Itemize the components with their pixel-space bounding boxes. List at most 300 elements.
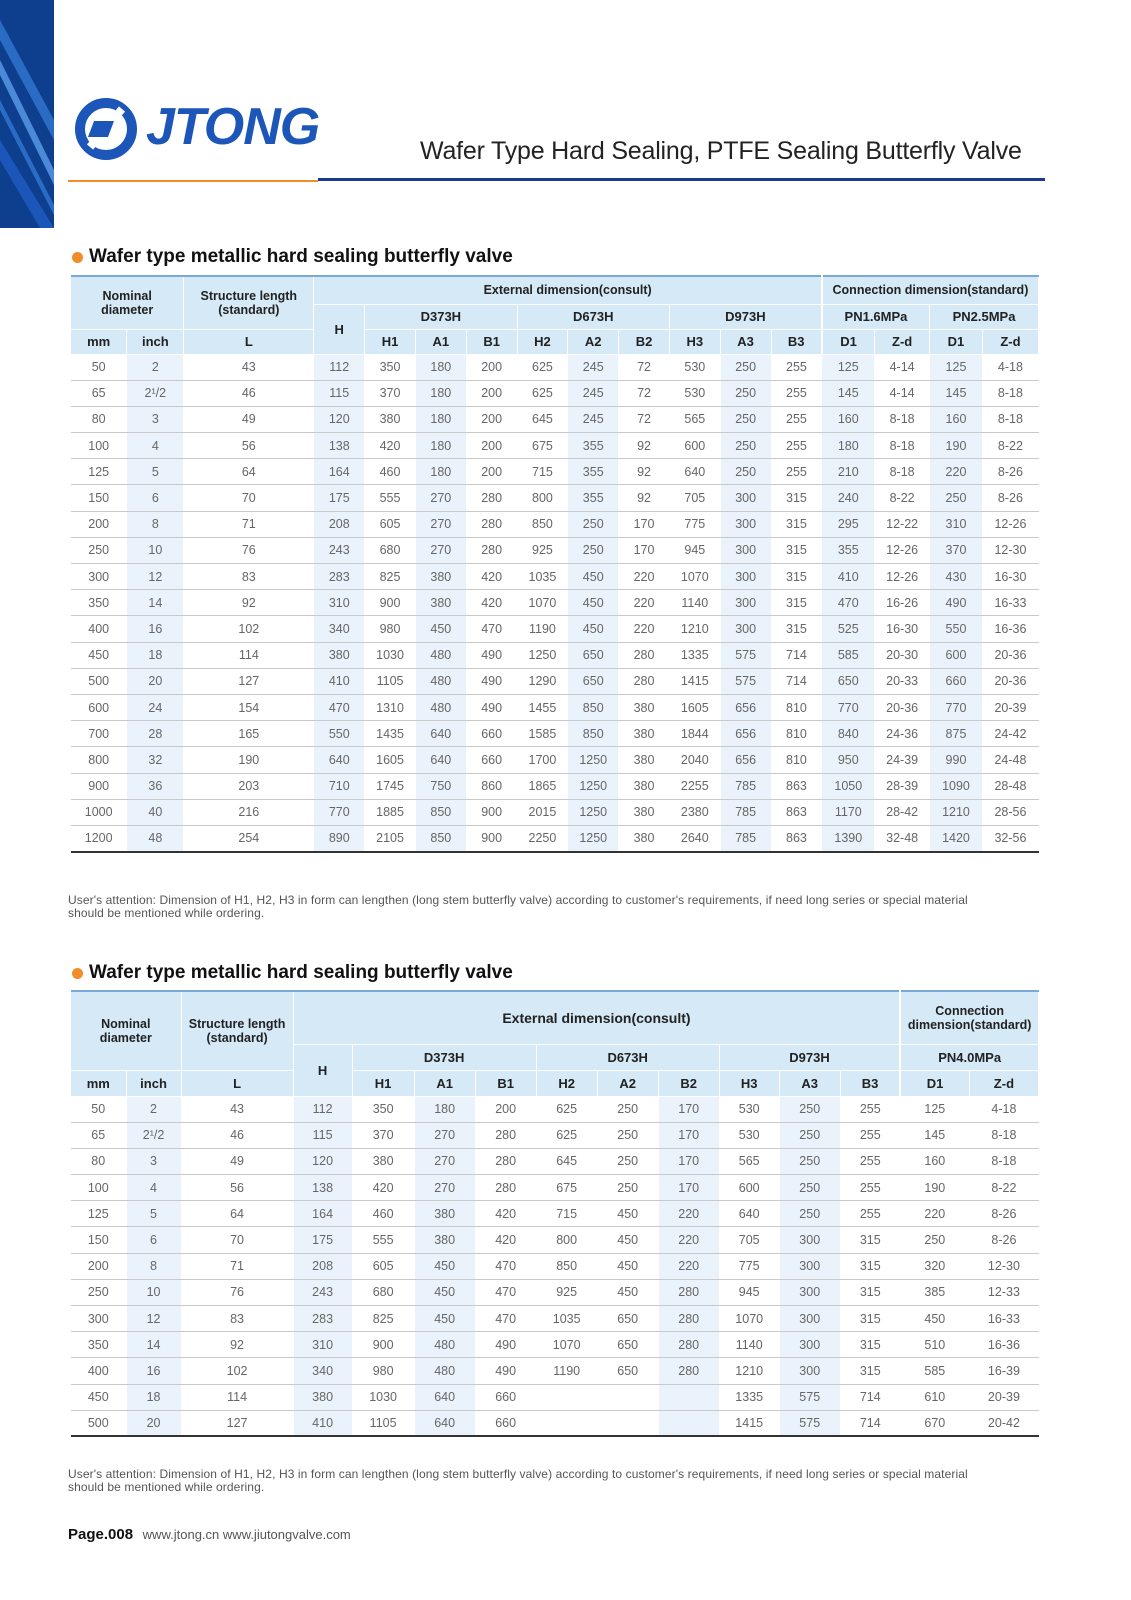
table-row	[71, 380, 1039, 406]
table-cell: 850	[415, 799, 466, 825]
table-cell: 565	[669, 406, 720, 432]
table-cell: 890	[314, 825, 365, 851]
table-cell: 250	[720, 380, 771, 406]
table-cell: 65	[71, 380, 127, 406]
table-cell: 180	[415, 354, 466, 380]
table-cell: 1200	[71, 825, 127, 851]
table-cell: 900	[71, 773, 127, 799]
table-cell: 8-18	[875, 433, 930, 459]
table-cell: 170	[658, 1175, 719, 1201]
table-cell: 2015	[517, 799, 568, 825]
table-cell: 1105	[352, 1410, 414, 1436]
header-b2: B2	[619, 329, 670, 354]
table-body	[71, 354, 1039, 852]
table-cell: 945	[719, 1279, 779, 1305]
table-cell: 3	[127, 406, 184, 432]
table-cell: 72	[619, 406, 670, 432]
table-cell: 650	[568, 642, 619, 668]
header-b1: B1	[475, 1070, 536, 1096]
table-cell: 255	[771, 433, 822, 459]
table-cell: 8-18	[875, 406, 930, 432]
table-cell: 8-18	[969, 1148, 1038, 1174]
header-d373h: D373H	[352, 1044, 536, 1070]
table-cell: 1250	[568, 825, 619, 851]
table-cell: 660	[466, 721, 517, 747]
table-cell: 180	[415, 459, 466, 485]
table-cell: 220	[658, 1227, 719, 1253]
table-cell: 8-18	[982, 406, 1038, 432]
table-row	[71, 1201, 1039, 1227]
header-h2: H2	[536, 1070, 597, 1096]
table-cell: 430	[930, 564, 983, 590]
header-a3: A3	[779, 1070, 840, 1096]
table-cell: 145	[822, 380, 875, 406]
table-cell: 565	[719, 1148, 779, 1174]
table-cell: 190	[930, 433, 983, 459]
table-cell: 170	[619, 511, 670, 537]
section2-title	[72, 962, 513, 984]
table-cell: 160	[900, 1148, 969, 1174]
table-cell: 340	[293, 1358, 352, 1384]
table-cell: 250	[597, 1148, 658, 1174]
table-cell: 840	[822, 721, 875, 747]
table-cell: 875	[930, 721, 983, 747]
table-row	[71, 1358, 1039, 1384]
table-cell: 340	[314, 616, 365, 642]
table-cell: 254	[184, 825, 314, 851]
table-cell: 470	[475, 1306, 536, 1332]
table-cell: 380	[314, 642, 365, 668]
table-cell: 145	[900, 1122, 969, 1148]
table-cell: 650	[597, 1358, 658, 1384]
table-cell: 4-18	[969, 1096, 1038, 1122]
table-cell: 12	[126, 1306, 181, 1332]
table-cell: 315	[771, 537, 822, 563]
table-cell: 1415	[719, 1410, 779, 1436]
table-cell: 450	[568, 590, 619, 616]
table-cell: 1035	[536, 1306, 597, 1332]
table-cell: 1335	[669, 642, 720, 668]
table-cell: 300	[779, 1306, 840, 1332]
table-cell: 14	[127, 590, 184, 616]
header-b2: B2	[658, 1070, 719, 1096]
table-cell: 1844	[669, 721, 720, 747]
table-row	[71, 799, 1039, 825]
table-cell: 12-26	[875, 537, 930, 563]
table-cell: 1090	[930, 773, 983, 799]
table-cell: 4-18	[982, 354, 1038, 380]
table-row	[71, 1148, 1039, 1174]
table-cell: 50	[71, 1096, 126, 1122]
table-cell: 490	[475, 1358, 536, 1384]
table-cell: 83	[184, 564, 314, 590]
table-cell: 92	[181, 1332, 293, 1358]
section1-title	[72, 246, 513, 268]
table-cell: 160	[822, 406, 875, 432]
table-cell: 300	[779, 1332, 840, 1358]
table-cell: 255	[771, 406, 822, 432]
table-cell: 83	[181, 1306, 293, 1332]
table-cell: 863	[771, 773, 822, 799]
table-row	[71, 459, 1039, 485]
table-cell: 315	[840, 1253, 900, 1279]
table-cell: 1070	[536, 1332, 597, 1358]
table-cell: 12-30	[982, 537, 1038, 563]
table-cell: 460	[352, 1201, 414, 1227]
table-cell: 530	[669, 354, 720, 380]
table-cell: 810	[771, 721, 822, 747]
table-cell: 24-39	[875, 747, 930, 773]
table-cell: 645	[536, 1148, 597, 1174]
table-cell: 20-30	[875, 642, 930, 668]
table-cell: 380	[414, 1227, 475, 1253]
table-cell: 154	[184, 694, 314, 720]
table-cell: 1000	[71, 799, 127, 825]
table-cell: 863	[771, 825, 822, 851]
table-row	[71, 825, 1039, 851]
table-cell: 6	[126, 1227, 181, 1253]
table-cell: 1290	[517, 668, 568, 694]
table-cell: 1865	[517, 773, 568, 799]
table-cell: 990	[930, 747, 983, 773]
table-cell: 245	[568, 406, 619, 432]
table-cell: 203	[184, 773, 314, 799]
table-cell: 1035	[517, 564, 568, 590]
table-cell	[536, 1410, 597, 1436]
table-cell: 470	[314, 694, 365, 720]
table-cell: 12-22	[875, 511, 930, 537]
header-d1: D1	[930, 329, 983, 354]
table-cell: 370	[930, 537, 983, 563]
table-row	[71, 1279, 1039, 1305]
table-cell: 280	[475, 1148, 536, 1174]
table-cell: 420	[466, 590, 517, 616]
table-cell: 480	[415, 668, 466, 694]
table-cell: 8-26	[969, 1201, 1038, 1227]
table-cell: 480	[414, 1332, 475, 1358]
table-cell: 216	[184, 799, 314, 825]
table-cell: 1585	[517, 721, 568, 747]
table-cell: 785	[720, 825, 771, 851]
table-cell: 650	[822, 668, 875, 694]
table-cell	[536, 1384, 597, 1410]
table-cell: 72	[619, 380, 670, 406]
table-cell: 4	[126, 1175, 181, 1201]
header-external: External dimension(consult)	[314, 276, 822, 304]
table-cell: 1190	[536, 1358, 597, 1384]
table-cell: 650	[568, 668, 619, 694]
table-cell: 770	[822, 694, 875, 720]
table-cell: 2	[127, 354, 184, 380]
header-divider-blue	[318, 178, 1045, 181]
table-row	[71, 616, 1039, 642]
header-pn25: PN2.5MPa	[930, 304, 1039, 329]
table-cell: 1420	[930, 825, 983, 851]
table-cell: 20-39	[982, 694, 1038, 720]
table-cell: 8-26	[969, 1227, 1038, 1253]
table-cell: 180	[822, 433, 875, 459]
table-cell: 250	[720, 459, 771, 485]
table-cell: 500	[71, 668, 127, 694]
table-cell: 180	[415, 406, 466, 432]
table-cell: 1310	[365, 694, 416, 720]
table-cell: 270	[414, 1122, 475, 1148]
bullet-icon	[72, 968, 83, 979]
header-h1: H1	[352, 1070, 414, 1096]
table-cell: 283	[293, 1306, 352, 1332]
table-cell: 300	[71, 564, 127, 590]
table-cell: 420	[475, 1201, 536, 1227]
table-cell: 280	[658, 1358, 719, 1384]
table-cell: 575	[720, 642, 771, 668]
table-cell: 410	[822, 564, 875, 590]
table-cell: 3	[126, 1148, 181, 1174]
table-cell: 714	[771, 642, 822, 668]
table-cell: 16	[126, 1358, 181, 1384]
table-cell: 810	[771, 747, 822, 773]
logo-icon	[70, 91, 142, 163]
header-h2: H2	[517, 329, 568, 354]
table-cell: 1745	[365, 773, 416, 799]
table-cell: 102	[184, 616, 314, 642]
table-cell: 2	[126, 1096, 181, 1122]
table-cell: 530	[719, 1122, 779, 1148]
table-cell: 470	[466, 616, 517, 642]
table-cell: 420	[475, 1227, 536, 1253]
table-cell: 20	[127, 668, 184, 694]
table-cell: 900	[466, 825, 517, 851]
table-cell: 850	[568, 721, 619, 747]
table-cell: 250	[597, 1122, 658, 1148]
table-cell: 850	[568, 694, 619, 720]
table-cell: 208	[314, 511, 365, 537]
table-cell: 670	[900, 1410, 969, 1436]
table-cell	[658, 1410, 719, 1436]
table-cell: 315	[840, 1306, 900, 1332]
table-cell: 280	[619, 668, 670, 694]
table-row	[71, 485, 1039, 511]
table-cell: 640	[719, 1201, 779, 1227]
table-cell: 1030	[365, 642, 416, 668]
table-cell: 1250	[568, 773, 619, 799]
table-cell: 980	[352, 1358, 414, 1384]
table-cell: 775	[719, 1253, 779, 1279]
table-cell: 138	[314, 433, 365, 459]
table-cell: 208	[293, 1253, 352, 1279]
table-cell: 350	[352, 1096, 414, 1122]
table-cell: 400	[71, 1358, 126, 1384]
table-cell: 255	[840, 1096, 900, 1122]
table-cell: 200	[466, 459, 517, 485]
table-cell: 250	[779, 1148, 840, 1174]
table-row	[71, 1096, 1039, 1122]
table-cell: 250	[779, 1096, 840, 1122]
header-h3: H3	[669, 329, 720, 354]
table-cell: 8-18	[969, 1122, 1038, 1148]
table-cell: 575	[720, 668, 771, 694]
table-cell: 8-18	[982, 380, 1038, 406]
header-d673h: D673H	[536, 1044, 719, 1070]
table-cell: 125	[900, 1096, 969, 1122]
table-cell: 5	[127, 459, 184, 485]
table-row	[71, 1332, 1039, 1358]
table-row	[71, 537, 1039, 563]
table-cell: 28-42	[875, 799, 930, 825]
table-cell: 490	[466, 668, 517, 694]
table-cell: 715	[517, 459, 568, 485]
table-cell: 16-36	[969, 1332, 1038, 1358]
table-cell: 640	[414, 1384, 475, 1410]
table-cell: 115	[293, 1122, 352, 1148]
table-cell: 200	[475, 1096, 536, 1122]
table-cell: 715	[536, 1201, 597, 1227]
table-cell: 243	[314, 537, 365, 563]
table-cell: 1030	[352, 1384, 414, 1410]
table-cell: 112	[293, 1096, 352, 1122]
spec-table-pn40	[71, 990, 1039, 1437]
table-cell: 410	[293, 1410, 352, 1436]
table-cell: 220	[930, 459, 983, 485]
table-cell: 250	[568, 537, 619, 563]
table-cell: 1435	[365, 721, 416, 747]
table-cell: 255	[840, 1122, 900, 1148]
table-cell: 250	[900, 1227, 969, 1253]
table-cell: 1210	[719, 1358, 779, 1384]
table-cell: 127	[181, 1410, 293, 1436]
table-cell: 243	[293, 1279, 352, 1305]
table-cell: 575	[779, 1410, 840, 1436]
table-cell: 4-14	[875, 380, 930, 406]
table-row	[71, 433, 1039, 459]
table-cell: 645	[517, 406, 568, 432]
table-cell: 72	[619, 354, 670, 380]
table-cell: 16-26	[875, 590, 930, 616]
header-h1: H1	[365, 329, 416, 354]
table-cell: 1700	[517, 747, 568, 773]
brand-name: JTONG	[146, 98, 320, 156]
table-cell: 32-56	[982, 825, 1038, 851]
table-cell: 714	[840, 1384, 900, 1410]
table-cell: 255	[771, 380, 822, 406]
table-cell: 480	[414, 1358, 475, 1384]
table-cell: 525	[822, 616, 875, 642]
table-cell: 283	[314, 564, 365, 590]
table-cell: 600	[669, 433, 720, 459]
table-cell: 175	[314, 485, 365, 511]
table-cell: 125	[822, 354, 875, 380]
table-cell	[597, 1384, 658, 1410]
table-cell: 490	[475, 1332, 536, 1358]
table-cell: 65	[71, 1122, 126, 1148]
table-cell: 114	[184, 642, 314, 668]
table-cell: 12-26	[982, 511, 1038, 537]
table-cell: 850	[536, 1253, 597, 1279]
table-cell: 24-42	[982, 721, 1038, 747]
table-cell: 250	[568, 511, 619, 537]
table-cell: 220	[619, 564, 670, 590]
table-cell: 92	[184, 590, 314, 616]
table-cell: 860	[466, 773, 517, 799]
table-cell: 64	[181, 1201, 293, 1227]
table-cell: 705	[719, 1227, 779, 1253]
table-cell: 530	[719, 1096, 779, 1122]
table-cell: 125	[930, 354, 983, 380]
table-cell: 250	[720, 354, 771, 380]
table-cell: 380	[414, 1201, 475, 1227]
table-cell: 555	[352, 1227, 414, 1253]
table-cell: 250	[597, 1096, 658, 1122]
header-d1: D1	[900, 1070, 969, 1096]
table-cell: 16-39	[969, 1358, 1038, 1384]
table-cell: 16-33	[969, 1306, 1038, 1332]
header-h: H	[293, 1044, 352, 1096]
header-connection: Connection dimension(standard)	[822, 276, 1039, 304]
table-cell: 900	[466, 799, 517, 825]
table-cell: 863	[771, 799, 822, 825]
header-zd: Z-d	[969, 1070, 1038, 1096]
table-cell: 355	[568, 485, 619, 511]
table-cell: 295	[822, 511, 875, 537]
table-cell: 10	[126, 1279, 181, 1305]
table-cell: 370	[352, 1122, 414, 1148]
table-cell: 575	[779, 1384, 840, 1410]
table-cell: 660	[475, 1384, 536, 1410]
table-cell: 1050	[822, 773, 875, 799]
table-cell: 32-48	[875, 825, 930, 851]
section1-title-text: Wafer type metallic hard sealing butterfly valve	[89, 246, 513, 267]
header-connection: Connection dimension(standard)	[900, 991, 1038, 1044]
table-cell: 310	[930, 511, 983, 537]
table-cell: 200	[71, 1253, 126, 1279]
table-cell: 656	[720, 721, 771, 747]
header-h3: H3	[719, 1070, 779, 1096]
table-cell: 220	[619, 590, 670, 616]
table-cell: 164	[293, 1201, 352, 1227]
table-cell: 600	[719, 1175, 779, 1201]
table-cell: 300	[720, 485, 771, 511]
table-cell: 650	[597, 1332, 658, 1358]
table-cell: 16	[127, 616, 184, 642]
table-cell: 315	[840, 1332, 900, 1358]
table-cell: 1210	[669, 616, 720, 642]
table-row	[71, 1384, 1039, 1410]
table-cell: 1605	[669, 694, 720, 720]
table-cell	[658, 1384, 719, 1410]
table-cell: 70	[184, 485, 314, 511]
table-cell: 220	[900, 1201, 969, 1227]
header-d973h: D973H	[669, 304, 821, 329]
table-cell: 5	[126, 1201, 181, 1227]
table-cell: 640	[414, 1410, 475, 1436]
header-external: External dimension(consult)	[293, 991, 900, 1044]
table-cell: 510	[900, 1332, 969, 1358]
table-cell: 280	[658, 1332, 719, 1358]
header-d973h: D973H	[719, 1044, 900, 1070]
table-cell: 850	[415, 825, 466, 851]
table-cell: 710	[314, 773, 365, 799]
table-cell: 640	[669, 459, 720, 485]
table-cell	[597, 1410, 658, 1436]
table-cell: 810	[771, 694, 822, 720]
table-cell: 250	[71, 1279, 126, 1305]
table-cell: 550	[314, 721, 365, 747]
table-cell: 180	[415, 433, 466, 459]
table-cell: 270	[415, 485, 466, 511]
table-cell: 450	[414, 1253, 475, 1279]
page-number: Page.008	[68, 1526, 134, 1543]
table-cell: 250	[779, 1122, 840, 1148]
table-cell: 2¹/2	[127, 380, 184, 406]
